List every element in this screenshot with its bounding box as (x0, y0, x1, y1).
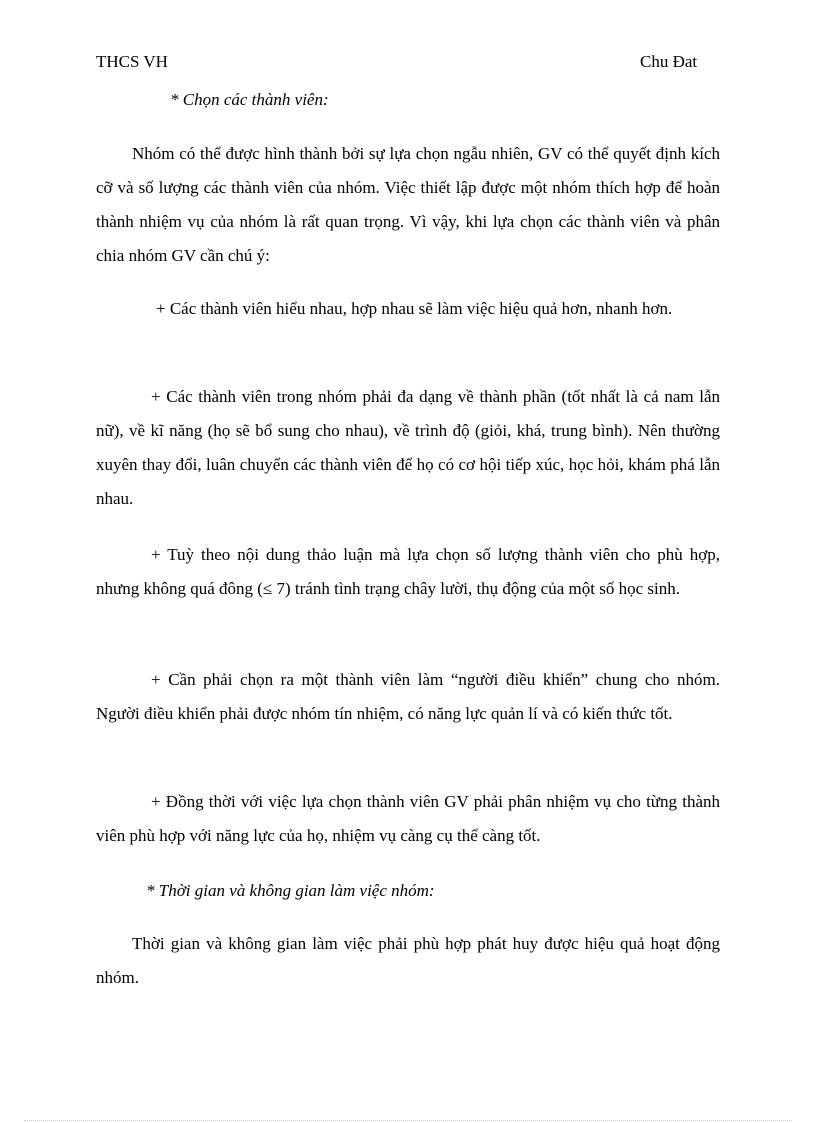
paragraph-time-space: Thời gian và không gian làm việc phải phù hợp phát huy được hiệu quả hoạt động nhóm. (96, 934, 720, 987)
paragraph-item-tasks: + Đồng thời với việc lựa chọn thành viên GV phải phân nhiệm vụ cho từng thành viên phù hợp với năng lực của họ, nhiệm vụ càng cụ thể càng tốt. (96, 792, 720, 845)
paragraph-group-formation: Nhóm có thể được hình thành bởi sự lựa chọn ngẫu nhiên, GV có thể quyết định kích cỡ và số lượng các thành viên của nhóm. Việc thiết lập được một nhóm thích hợp để hoàn thành nhiệm vụ của nhóm là rất quan trọng. Vì vậy, khi lựa chọn các thành viên và phân chia nhóm GV cần chú ý: (96, 144, 720, 265)
paragraph-item-group-size: + Tuỳ theo nội dung thảo luận mà lựa chọn số lượng thành viên cho phù hợp, nhưng không quá đông (≤ 7) tránh tình trạng chây lười, thụ động của một số học sinh. (96, 545, 720, 598)
section-heading-members: * Chọn các thành viên: (170, 90, 329, 109)
page-bottom-divider (24, 1120, 792, 1121)
section-heading-time-space: * Thời gian và không gian làm việc nhóm: (146, 881, 435, 900)
paragraph-item-diversity: + Các thành viên trong nhóm phải đa dạng về thành phần (tốt nhất là cả nam lẫn nữ), về kĩ năng (họ sẽ bổ sung cho nhau), về trình độ (giỏi, khá, trung bình). Nên thường xuyên thay đổi, luân chuyển các thành viên để họ có cơ hội tiếp xúc, học hỏi, khám phá lẫn nhau. (96, 387, 720, 508)
header-school: THCS VH (96, 52, 168, 71)
header-author: Chu Đat (640, 52, 698, 71)
paragraph-item-understanding: + Các thành viên hiểu nhau, hợp nhau sẽ làm việc hiệu quả hơn, nhanh hơn. (156, 299, 673, 318)
paragraph-item-leader: + Cần phải chọn ra một thành viên làm “người điều khiển” chung cho nhóm. Người điều khiển phải được nhóm tín nhiệm, có năng lực quản lí và có kiến thức tốt. (96, 670, 720, 723)
